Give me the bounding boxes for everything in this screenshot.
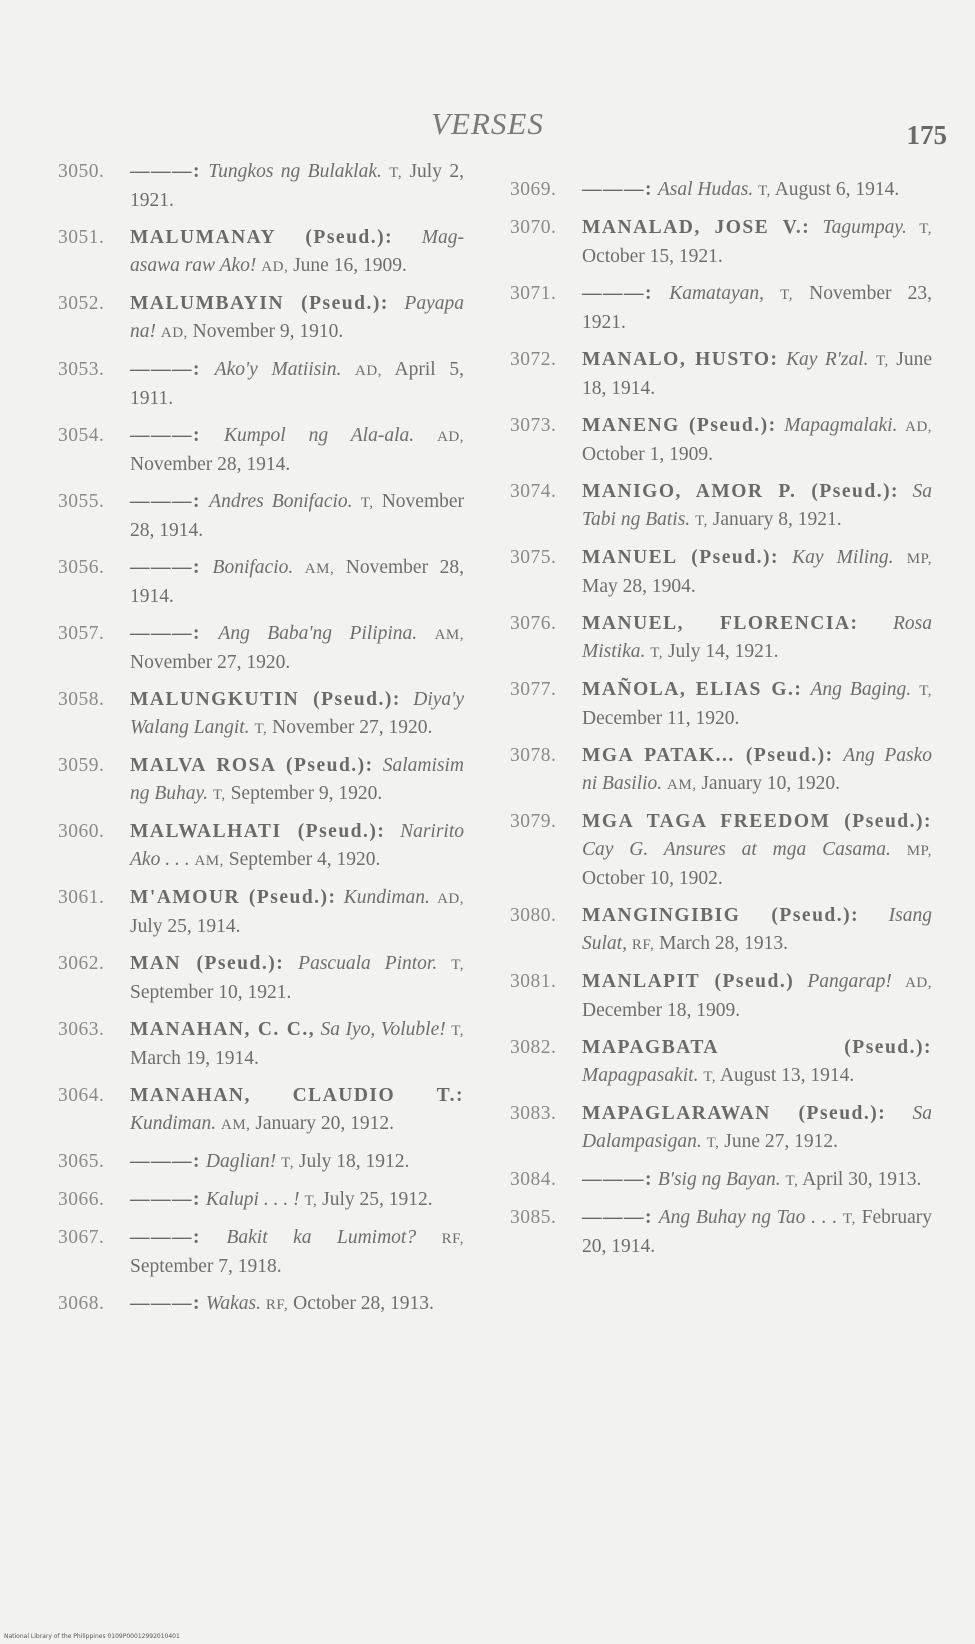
entry-publication: T,: [451, 957, 465, 973]
entry-number: 3083.: [510, 1103, 557, 1124]
entry-author: MALUMANAY (Pseud.):: [130, 227, 394, 248]
entry-body: [130, 290, 470, 347]
entry-number: 3084.: [510, 1169, 557, 1190]
entry-body: [582, 742, 938, 799]
entry-title: Kamatayan,: [669, 283, 764, 304]
entry-number: 3077.: [510, 679, 557, 700]
entry-publication: T,: [876, 353, 889, 369]
entry-date: July 25, 1912.: [322, 1189, 433, 1210]
entry-number: 3081.: [510, 971, 557, 992]
entry-date: October 15, 1921.: [582, 246, 723, 267]
entry-date: July 2, 1921.: [130, 161, 464, 211]
entry-date: October 1, 1909.: [582, 444, 714, 465]
entry-author: MAPAGBATA (Pseud.):: [582, 1037, 932, 1058]
entry-date: November 9, 1910.: [192, 321, 344, 342]
entry-publication: AD,: [160, 325, 188, 341]
bibliography-entry: [510, 412, 938, 469]
entry-title: Kundiman.: [130, 1113, 217, 1134]
left-column: [58, 158, 470, 1328]
entry-author: MALVA ROSA (Pseud.):: [130, 755, 374, 776]
entry-date: July 14, 1921.: [667, 641, 779, 662]
entry-author: MAÑOLA, ELIAS G.:: [582, 679, 803, 700]
entry-title: Sa Iyo, Voluble!: [320, 1019, 446, 1040]
entry-title: Mag-asawa raw Ako!: [130, 227, 464, 276]
entry-body: [130, 224, 470, 281]
entry-body: [130, 422, 470, 479]
entry-date: September 9, 1920.: [230, 783, 383, 804]
entry-publication: AM,: [304, 561, 335, 577]
entry-title: Kumpol ng Ala-ala.: [223, 425, 415, 446]
bibliography-entry: [510, 1166, 938, 1195]
bibliography-entry: [58, 1186, 470, 1215]
entry-body: [582, 1100, 938, 1157]
bibliography-entry: [58, 686, 470, 743]
entry-number: 3075.: [510, 547, 557, 568]
entry-number: 3059.: [58, 755, 105, 776]
entry-publication: T,: [212, 787, 226, 803]
bibliography-entry: [510, 610, 938, 667]
bibliography-entry: [58, 488, 470, 545]
entry-publication: RF,: [441, 1231, 464, 1247]
entry-publication: T,: [785, 1173, 799, 1189]
entry-date: March 28, 1913.: [659, 933, 789, 954]
entry-date: November 28, 1914.: [130, 557, 464, 607]
entry-body: [130, 620, 470, 677]
entry-publication: T,: [304, 1193, 318, 1209]
bibliography-entry: [510, 968, 938, 1025]
entry-body: [582, 902, 938, 959]
entry-title: Pangarap!: [807, 971, 892, 992]
entry-publication: RF,: [631, 937, 655, 953]
entry-author: ———:: [130, 557, 201, 578]
entry-publication: AD,: [437, 891, 465, 907]
entry-publication: AM,: [194, 853, 224, 869]
bibliography-entry: [510, 214, 938, 271]
bibliography-entry: [510, 1100, 938, 1157]
entry-title: Asal Hudas.: [657, 179, 754, 200]
entry-title: Kay R'zal.: [786, 349, 869, 370]
entry-title: Kay Miling.: [792, 547, 894, 568]
entry-date: June 16, 1909.: [293, 255, 407, 276]
entry-author: MANALO, HUSTO:: [582, 349, 779, 370]
entry-date: April 5, 1911.: [130, 359, 464, 409]
entry-date: December 11, 1920.: [582, 708, 740, 729]
entry-title: Isang Sulat,: [582, 905, 932, 954]
entry-number: 3068.: [58, 1293, 105, 1314]
bibliography-entry: [58, 1082, 470, 1139]
entry-body: [130, 950, 470, 1007]
entry-author: MAN (Pseud.):: [130, 953, 285, 974]
entry-publication: RF,: [265, 1297, 289, 1313]
bibliography-entry: [510, 902, 938, 959]
bibliography-entry: [58, 752, 470, 809]
entry-author: ———:: [582, 1207, 653, 1228]
entry-body: [582, 610, 938, 667]
entry-number: 3064.: [58, 1085, 105, 1106]
entry-number: 3057.: [58, 623, 105, 644]
entry-publication: T,: [919, 683, 932, 699]
bibliography-entry: [510, 742, 938, 799]
entry-body: [130, 488, 470, 545]
bibliography-entry: [58, 554, 470, 611]
entry-title: Wakas.: [205, 1293, 261, 1314]
entry-title: Rosa Mistika.: [582, 613, 933, 662]
bibliography-entry: [510, 176, 938, 205]
entry-title: Ako'y Matiisin.: [214, 359, 342, 380]
entry-body: [130, 818, 470, 875]
entry-number: 3067.: [58, 1227, 105, 1248]
entry-date: November 23, 1921.: [582, 283, 933, 333]
entry-publication: T,: [695, 513, 708, 529]
entry-title: Pascuala Pintor.: [298, 953, 438, 974]
entry-body: [130, 554, 470, 611]
entry-author: MALUMBAYIN (Pseud.):: [130, 293, 389, 314]
entry-date: September 10, 1921.: [130, 982, 292, 1003]
page-number: 175: [906, 120, 947, 150]
entry-body: [582, 808, 938, 893]
entry-publication: MP,: [906, 843, 932, 859]
entry-title: Daglian!: [205, 1151, 277, 1172]
entry-title: Ang Baging.: [810, 679, 912, 700]
entry-body: [582, 968, 938, 1025]
entry-author: MANUEL (Pseud.):: [582, 547, 779, 568]
entry-author: ———:: [582, 283, 653, 304]
entry-body: [130, 356, 470, 413]
bibliography-entry: [510, 676, 938, 733]
entry-author: ———:: [130, 1227, 201, 1248]
entry-body: [130, 1290, 470, 1319]
entry-number: 3055.: [58, 491, 105, 512]
entry-date: August 13, 1914.: [719, 1065, 855, 1086]
bibliography-entry: [58, 158, 470, 215]
entry-title: Salamisim ng Buhay.: [130, 755, 464, 804]
entry-date: June 18, 1914.: [582, 349, 932, 399]
entry-title: B'sig ng Bayan.: [657, 1169, 781, 1190]
entry-author: ———:: [130, 1189, 201, 1210]
entry-author: MGA TAGA FREEDOM (Pseud.):: [582, 811, 932, 832]
bibliography-entry: [58, 620, 470, 677]
entry-number: 3085.: [510, 1207, 557, 1228]
entry-publication: MP,: [906, 551, 932, 567]
entry-date: May 28, 1904.: [582, 576, 696, 597]
entry-publication: AD,: [437, 429, 464, 445]
entry-publication: T,: [758, 183, 771, 199]
bibliography-entry: [58, 1148, 470, 1177]
entry-author: MANIGO, AMOR P. (Pseud.):: [582, 481, 900, 502]
bibliography-entry: [510, 1034, 938, 1091]
entry-body: [582, 544, 938, 601]
entry-number: 3082.: [510, 1037, 557, 1058]
entry-publication: T,: [843, 1211, 856, 1227]
entry-author: MANAHAN, CLAUDIO T.:: [130, 1085, 464, 1106]
entry-author: ———:: [130, 491, 201, 512]
bibliography-entry: [510, 1204, 938, 1261]
entry-number: 3061.: [58, 887, 105, 908]
entry-author: ———:: [130, 425, 201, 446]
entry-date: July 25, 1914.: [130, 916, 241, 937]
entry-body: [130, 1186, 470, 1215]
entry-author: MGA PATAK... (Pseud.):: [582, 745, 834, 766]
entry-publication: T,: [451, 1023, 465, 1039]
entry-body: [582, 280, 938, 337]
bibliography-entry: [510, 280, 938, 337]
entry-body: [582, 1166, 938, 1195]
entry-body: [130, 1016, 470, 1073]
entry-publication: AD,: [905, 975, 932, 991]
bibliography-entry: [510, 544, 938, 601]
entry-number: 3062.: [58, 953, 105, 974]
entry-number: 3054.: [58, 425, 105, 446]
entry-date: November 28, 1914.: [130, 491, 465, 541]
entry-number: 3052.: [58, 293, 105, 314]
entry-author: MANLAPIT (Pseud.): [582, 971, 795, 992]
entry-publication: T,: [706, 1135, 720, 1151]
entry-date: October 10, 1902.: [582, 868, 723, 889]
entry-number: 3051.: [58, 227, 105, 248]
entry-body: [582, 1034, 938, 1091]
entry-number: 3073.: [510, 415, 557, 436]
entry-title: Ang Pasko ni Basilio.: [582, 745, 932, 794]
entry-author: MANAHAN, C. C.,: [130, 1019, 316, 1040]
running-title: VERSES: [431, 106, 544, 141]
entry-date: January 10, 1920.: [701, 773, 840, 794]
entry-number: 3071.: [510, 283, 557, 304]
entry-date: December 18, 1909.: [582, 1000, 741, 1021]
bibliography-entry: [58, 884, 470, 941]
entry-author: MANUEL, FLORENCIA:: [582, 613, 859, 634]
entry-number: 3074.: [510, 481, 557, 502]
bibliography-entry: [58, 818, 470, 875]
bibliography-entry: [58, 422, 470, 479]
entry-body: [130, 752, 470, 809]
entry-date: January 20, 1912.: [255, 1113, 394, 1134]
entry-publication: T,: [389, 165, 403, 181]
entry-title: Ang Buhay ng Tao . . .: [658, 1207, 838, 1228]
entry-date: June 27, 1912.: [724, 1131, 839, 1152]
bibliography-entry: [58, 1224, 470, 1281]
entry-number: 3078.: [510, 745, 557, 766]
entry-title: Sa Dalampasigan.: [582, 1103, 932, 1152]
entry-body: [582, 214, 938, 271]
entry-date: November 27, 1920.: [272, 717, 433, 738]
entry-publication: T,: [703, 1069, 717, 1085]
entry-publication: AD,: [905, 419, 933, 435]
entry-body: [582, 412, 938, 469]
entry-number: 3063.: [58, 1019, 105, 1040]
entry-body: [130, 884, 470, 941]
entry-title: Kalupi . . . !: [205, 1189, 300, 1210]
entry-number: 3076.: [510, 613, 557, 634]
bibliography-entry: [510, 346, 938, 403]
entry-date: October 28, 1913.: [293, 1293, 434, 1314]
entry-author: MALUNGKUTIN (Pseud.):: [130, 689, 401, 710]
entry-author: MANGINGIBIG (Pseud.):: [582, 905, 860, 926]
entry-title: Cay G. Ansures at mga Casama.: [582, 839, 891, 860]
bibliography-entry: [510, 808, 938, 893]
entry-author: ———:: [130, 161, 201, 182]
entry-title: Tungkos ng Bulaklak.: [208, 161, 382, 182]
entry-body: [130, 1082, 470, 1139]
entry-title: Andres Bonifacio.: [209, 491, 353, 512]
entry-publication: AM,: [221, 1117, 251, 1133]
footer-stamp: National Library of the Philippines 0109P00012992010401: [4, 1633, 180, 1640]
entry-number: 3070.: [510, 217, 557, 238]
entry-body: [130, 158, 470, 215]
entry-publication: AM,: [667, 777, 697, 793]
entry-title: Mapagpasakit.: [582, 1065, 699, 1086]
entry-title: Bonifacio.: [212, 557, 294, 578]
bibliography-entry: [58, 1290, 470, 1319]
entry-author: M'AMOUR (Pseud.):: [130, 887, 337, 908]
entry-number: 3066.: [58, 1189, 105, 1210]
entry-number: 3050.: [58, 161, 105, 182]
entry-date: January 8, 1921.: [712, 509, 842, 530]
entry-author: MANENG (Pseud.):: [582, 415, 777, 436]
entry-publication: AD,: [355, 363, 382, 379]
entry-number: 3080.: [510, 905, 557, 926]
bibliography-entry: [58, 356, 470, 413]
entry-title: Payapa na!: [130, 293, 464, 342]
entry-number: 3072.: [510, 349, 557, 370]
entry-publication: T,: [281, 1155, 294, 1171]
entry-body: [130, 1148, 470, 1177]
bibliography-entry: [510, 478, 938, 535]
entry-body: [582, 676, 938, 733]
entry-author: ———:: [582, 1169, 653, 1190]
entry-number: 3053.: [58, 359, 105, 380]
entry-author: ———:: [130, 1293, 201, 1314]
entry-title: Kundiman.: [343, 887, 430, 908]
entry-body: [582, 1204, 938, 1261]
entry-author: ———:: [130, 1151, 201, 1172]
entry-author: ———:: [130, 359, 201, 380]
bibliography-entry: [58, 1016, 470, 1073]
entry-title: Tagumpay.: [822, 217, 907, 238]
entry-publication: AD,: [261, 259, 289, 275]
entry-title: Naririto Ako . . .: [130, 821, 465, 870]
entry-date: November 27, 1920.: [130, 652, 291, 673]
entry-date: February 20, 1914.: [582, 1207, 932, 1257]
bibliography-entry: [58, 950, 470, 1007]
entry-date: September 7, 1918.: [130, 1256, 282, 1277]
bibliography-entry: [58, 224, 470, 281]
entry-publication: T,: [780, 287, 793, 303]
entry-date: August 6, 1914.: [774, 179, 900, 200]
entry-publication: T,: [919, 221, 933, 237]
entry-body: [130, 1224, 470, 1281]
entry-title: Ang Baba'ng Pilipina.: [218, 623, 418, 644]
entry-body: [582, 478, 938, 535]
entry-body: [130, 686, 470, 743]
entry-author: MALWALHATI (Pseud.):: [130, 821, 386, 842]
right-column: [510, 176, 938, 1270]
entry-author: ———:: [130, 623, 201, 644]
entry-publication: AM,: [434, 627, 464, 643]
entry-author: MANALAD, JOSE V.:: [582, 217, 811, 238]
entry-date: November 28, 1914.: [130, 454, 291, 475]
entry-publication: T,: [360, 495, 374, 511]
entry-date: March 19, 1914.: [130, 1048, 259, 1069]
entry-publication: T,: [254, 721, 268, 737]
entry-date: July 18, 1912.: [298, 1151, 410, 1172]
entry-title: Diya'y Walang Langit.: [130, 689, 464, 738]
entry-publication: T,: [650, 645, 664, 661]
entry-date: April 30, 1913.: [802, 1169, 922, 1190]
entry-number: 3056.: [58, 557, 105, 578]
entry-author: MAPAGLARAWAN (Pseud.):: [582, 1103, 887, 1124]
entry-title: Sa Tabi ng Batis.: [582, 481, 933, 530]
entry-number: 3065.: [58, 1151, 105, 1172]
entry-title: Mapagmalaki.: [784, 415, 898, 436]
entry-number: 3058.: [58, 689, 105, 710]
entry-body: [582, 176, 938, 205]
entry-number: 3079.: [510, 811, 557, 832]
entry-date: September 4, 1920.: [228, 849, 381, 870]
entry-author: ———:: [582, 179, 653, 200]
bibliography-entry: [58, 290, 470, 347]
entry-title: Bakit ka Lumimot?: [226, 1227, 417, 1248]
entry-body: [582, 346, 938, 403]
entry-number: 3069.: [510, 179, 557, 200]
entry-number: 3060.: [58, 821, 105, 842]
